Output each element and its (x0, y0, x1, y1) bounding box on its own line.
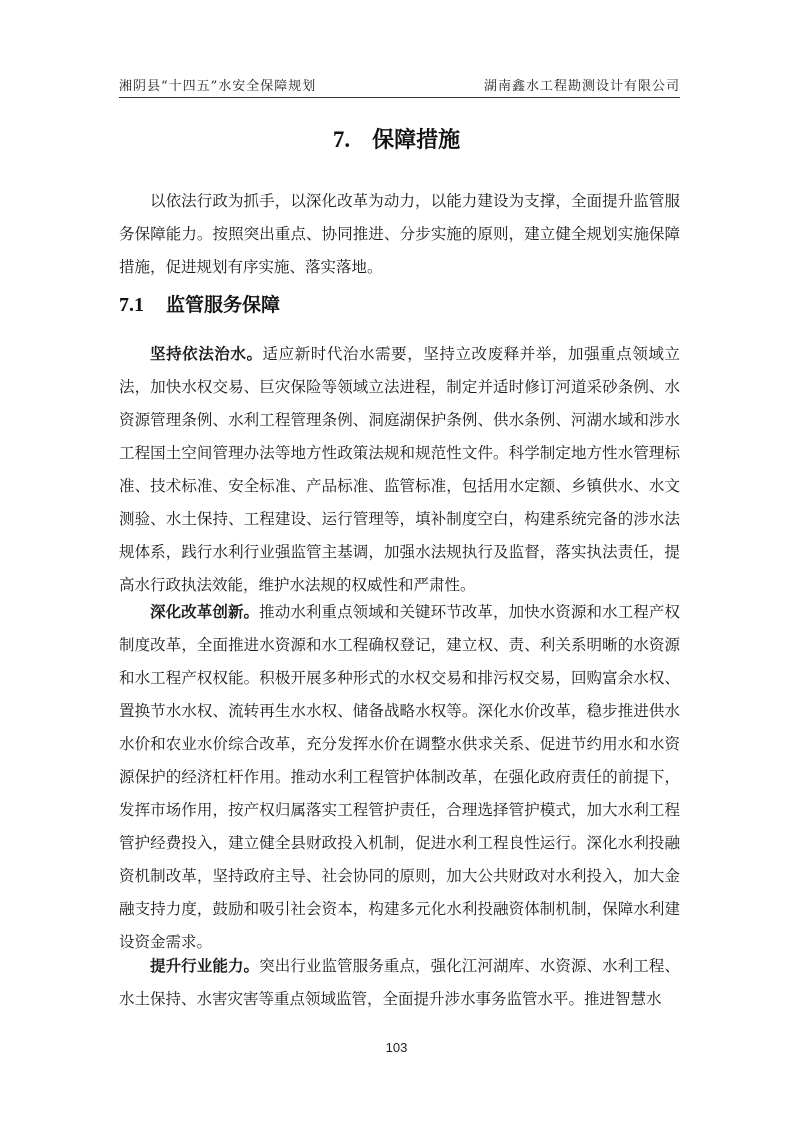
chapter-title: 保障措施 (372, 128, 461, 153)
header-company-name: 湖南鑫水工程勘测设计有限公司 (483, 79, 680, 94)
paragraph-lead: 坚持依法治水。 (150, 345, 263, 363)
paragraph-reform-innovation (119, 596, 680, 959)
intro-paragraph: 以依法行政为抓手，以深化改革为动力，以能力建设为支撑，全面提升监管服务保障能力。按照突出重点、协同推进、分步实施的原则，建立健全规划实施保障措施，促进规划有序实施、落实落地。 (119, 192, 680, 276)
chapter-number: 7. (332, 127, 351, 152)
paragraph-text: 推动水利重点领域和关键环节改革，加快水资源和水工程产权制度改革，全面推进水资源和水工程确权登记，建立权、责、利关系明晰的水资源和水工程产权权能。积极开展多种形式的水权交易和排污权交易，回购富余水权、置换节水水权、流转再生水水权、储备战略水权等。深化水价改革，稳步推进供水水价和农业水价综合改革，充分发挥水价在调整水供求关系、促进节约用水和水资源保护的经济杠杆作用。推动水利工程管护体制改革，在强化政府责任的前提下，发挥市场作用，按产权归属落实工程管护责任，合理选择管护模式，加大水利工程管护经费投入，建立健全县财政投入机制，促进水利工程良性运行。深化水利投融资机制改革，坚持政府主导、社会协同的原则，加大公共财政对水利投入，加大金融支持力度，鼓励和吸引社会资本，构建多元化水利投融资体制机制，保障水利建设资金需求。 (119, 603, 680, 951)
paragraph-text: 适应新时代治水需要，坚持立改废释并举，加强重点领域立法，加快水权交易、巨灾保险等领域立法进程，制定并适时修订河道采砂条例、水资源管理条例、水利工程管理条例、洞庭湖保护条例、供水条例、河湖水域和涉水工程国土空间管理办法等地方性政策法规和规范性文件。科学制定地方性水管理标准、技术标准、安全标准、产品标准、监管标准，包括用水定额、乡镇供水、水文测验、水土保持、工程建设、运行管理等，填补制度空白，构建系统完备的涉水法规体系，践行水利行业强监管主基调，加强水法规执行及监督，落实执法责任，提高水行政执法效能，维护水法规的权威性和严肃性。 (119, 345, 680, 594)
paragraph-text: 突出行业监管服务重点，强化江河湖库、水资源、水利工程、水土保持、水害灾害等重点领域监管，全面提升涉水事务监管水平。推进智慧水 (119, 957, 680, 1008)
section-title: 监管服务保障 (166, 294, 281, 316)
section-heading (119, 290, 280, 317)
header-divider (119, 97, 680, 98)
paragraph-lead: 深化改革创新。 (150, 603, 260, 621)
paragraph-industry-capacity (119, 950, 680, 1016)
page-number: 103 (385, 1040, 408, 1055)
paragraph-law-based-governance (119, 338, 680, 602)
page-header (119, 72, 680, 94)
paragraph-lead: 提升行业能力。 (150, 957, 260, 975)
header-plan-title: 湘阴县“十四五”水安全保障规划 (119, 79, 317, 94)
chapter-heading (0, 123, 793, 154)
section-number: 7.1 (119, 294, 144, 316)
